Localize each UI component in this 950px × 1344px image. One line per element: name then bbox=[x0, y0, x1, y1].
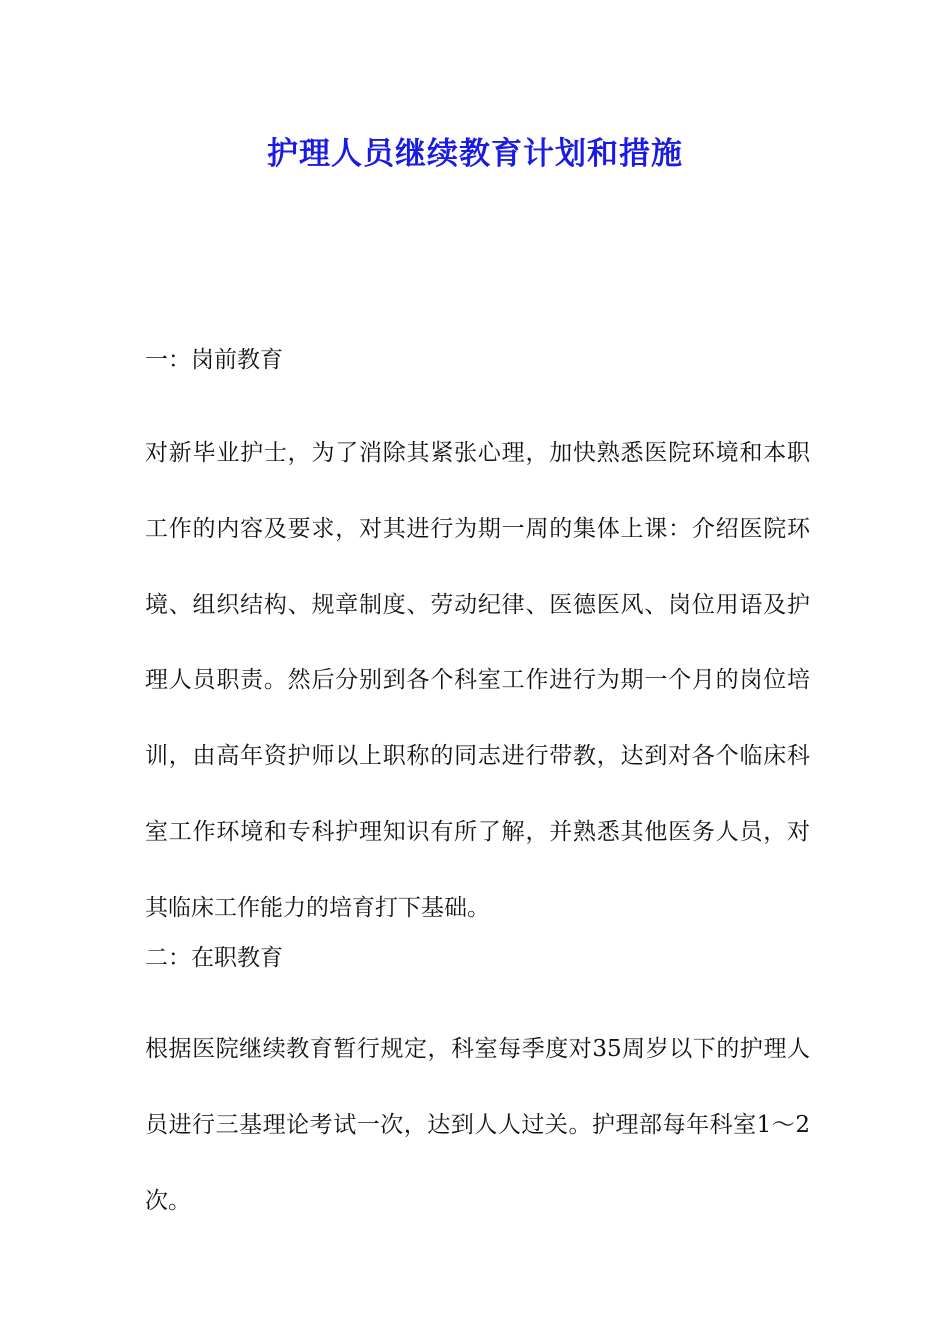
section-paragraph-on-job-education: 根据医院继续教育暂行规定，科室每季度对35周岁以下的护理人员进行三基理论考试一次，达到人人过关。护理部每年科室1～2次。 bbox=[145, 1036, 810, 1214]
section-heading-on-job-education: 二：在职教育 bbox=[145, 945, 283, 971]
section-paragraph-pre-job-education: 对新毕业护士，为了消除其紧张心理，加快熟悉医院环境和本职工作的内容及要求，对其进行为期一周的集体上课：介绍医院环境、组织结构、规章制度、劳动纪律、医德医风、岗位用语及护理人员职责。然后分别到各个科室工作进行为期一个月的岗位培训，由高年资护师以上职称的同志进行带教，达到对各个临床科室工作环境和专科护理知识有所了解，并熟悉其他医务人员，对其临床工作能力的培育打下基础。 bbox=[145, 440, 810, 921]
section-heading-pre-job-education: 一：岗前教育 bbox=[145, 347, 283, 373]
document-title: 护理人员继续教育计划和措施 bbox=[267, 136, 683, 172]
